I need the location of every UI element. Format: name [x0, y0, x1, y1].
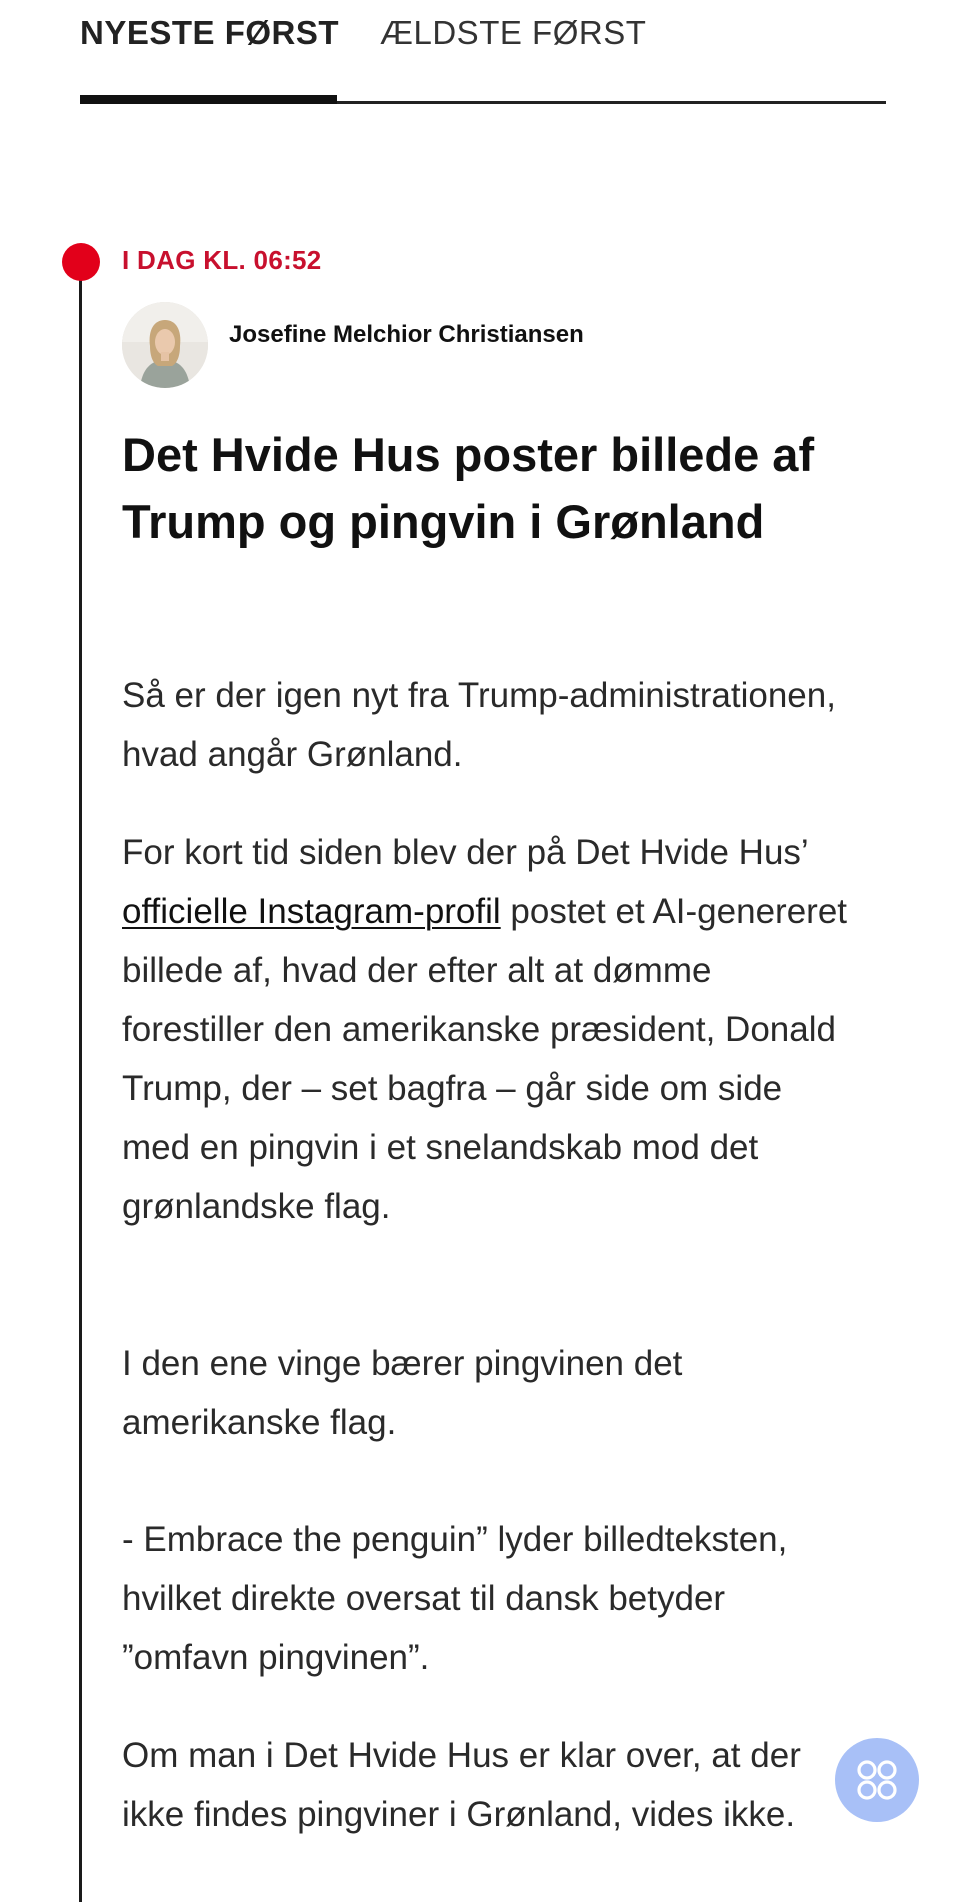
avatar-photo-icon — [122, 302, 208, 388]
tab-oldest-first[interactable]: ÆLDSTE FØRST — [380, 14, 647, 51]
timeline-line — [79, 278, 82, 1902]
floating-menu-button[interactable] — [835, 1738, 919, 1822]
instagram-profile-link[interactable]: officielle Instagram-profil — [122, 892, 501, 931]
body-paragraph-5: Om man i Det Hvide Hus er klar over, at der ikke findes pingviner i Grønland, vides ikke. — [122, 1736, 801, 1834]
body-paragraph-2 — [122, 823, 852, 1236]
body-paragraph-4: - Embrace the penguin” lyder billedteksten, hvilket direkte oversat til dansk betyder ”omfavn pingvinen”. — [122, 1520, 788, 1677]
active-tab-indicator — [80, 95, 337, 104]
timeline-dot — [62, 243, 100, 281]
author-avatar[interactable] — [122, 302, 208, 388]
paragraph-2-rest: postet et AI-genereret billede af, hvad der efter alt at dømme forestiller den amerikanske præsident, Donald Trump, der – set bagfra – går side om side med en pingvin i et snelandskab mod det grønlandske flag. — [122, 892, 848, 1226]
four-circles-grid-icon — [855, 1758, 899, 1802]
paragraph-2-intro: For kort tid siden blev der på Det Hvide Hus’ — [122, 833, 808, 872]
entry-timestamp: I DAG KL. 06:52 — [122, 245, 322, 275]
entry-headline: Det Hvide Hus poster billede af Trump og pingvin i Grønland — [122, 428, 815, 548]
tab-newest-first[interactable]: NYESTE FØRST — [80, 14, 340, 51]
author-byline — [122, 302, 852, 388]
author-name[interactable]: Josefine Melchior Christiansen — [229, 321, 584, 348]
body-paragraph-3: I den ene vinge bærer pingvinen det amerikanske flag. — [122, 1344, 683, 1442]
sort-tabs — [80, 0, 886, 106]
body-paragraph-1: Så er der igen nyt fra Trump-administrationen, hvad angår Grønland. — [122, 676, 836, 774]
